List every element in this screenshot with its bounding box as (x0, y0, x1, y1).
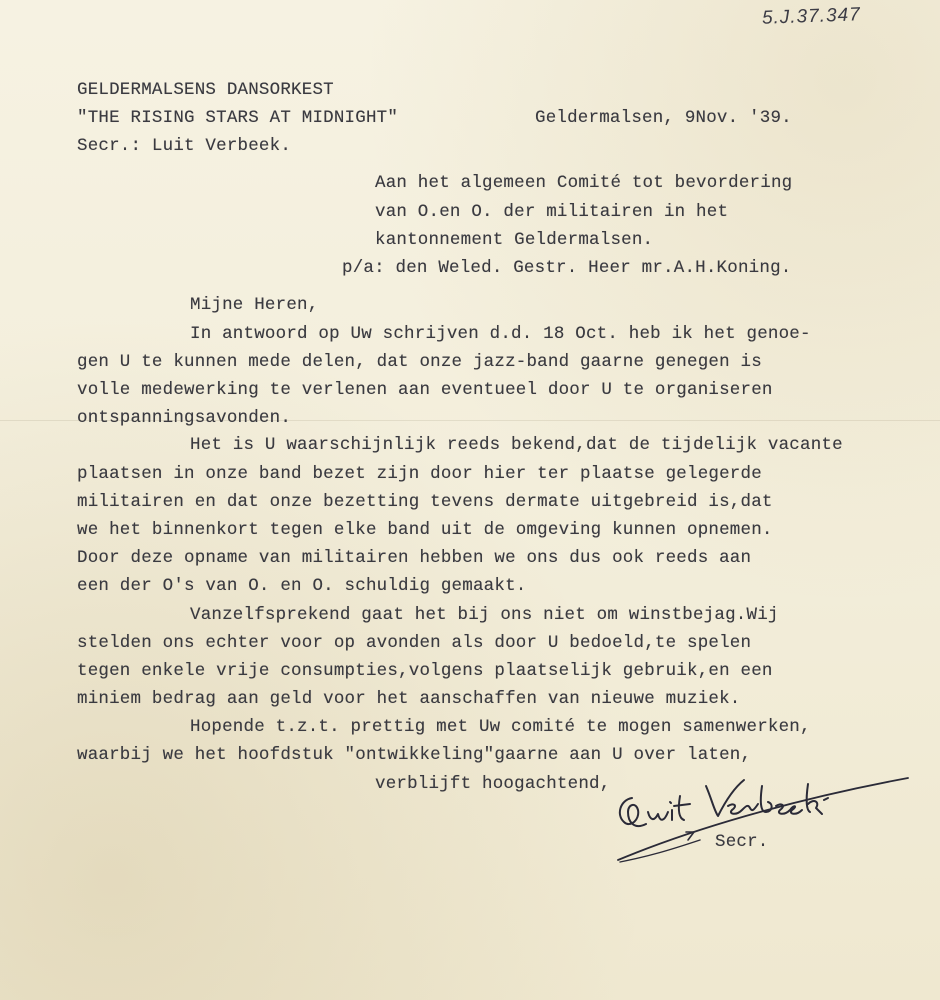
place-date: Geldermalsen, 9Nov. '39. (535, 108, 792, 128)
paragraph-4-line: waarbij we het hoofdstuk "ontwikkeling"gaarne aan U over laten, (77, 745, 752, 765)
paragraph-2-line: plaatsen in onze band bezet zijn door hier ter plaatse gelegerde (77, 464, 762, 484)
paragraph-3-line: tegen enkele vrije consumpties,volgens plaatselijk gebruik,en een (77, 661, 773, 681)
archive-number: 5.J.37.347 (761, 4, 862, 29)
recipient-line-2: van O.en O. der militairen in het (375, 202, 729, 222)
recipient-line-1: Aan het algemeen Comité tot bevordering (375, 173, 793, 193)
paragraph-1-line: volle medewerking te verlenen aan eventueel door U te organiseren (77, 380, 773, 400)
paragraph-3-line: miniem bedrag aan geld voor het aanschaffen van nieuwe muziek. (77, 689, 741, 709)
paragraph-2-line: Het is U waarschijnlijk reeds bekend,dat de tijdelijk vacante (190, 435, 843, 455)
paragraph-1-line: gen U te kunnen mede delen, dat onze jazz-band gaarne genegen is (77, 352, 762, 372)
paragraph-4-line: Hopende t.z.t. prettig met Uw comité te mogen samenwerken, (190, 717, 811, 737)
paragraph-2-line: een der O's van O. en O. schuldig gemaakt. (77, 576, 527, 596)
secretary-line: Secr.: Luit Verbeek. (77, 136, 292, 156)
paragraph-2-line: militairen en dat onze bezetting tevens dermate uitgebreid is,dat (77, 492, 773, 512)
paragraph-2-line: Door deze opname van militairen hebben we ons dus ook reeds aan (77, 548, 752, 568)
orchestra-name: GELDERMALSENS DANSORKEST (77, 80, 334, 100)
paragraph-3-line: stelden ons echter voor op avonden als door U bedoeld,te spelen (77, 633, 752, 653)
paragraph-2-line: we het binnenkort tegen elke band uit de omgeving kunnen opnemen. (77, 520, 773, 540)
recipient-line-3: kantonnement Geldermalsen. (375, 230, 654, 250)
paragraph-1-line: ontspanningsavonden. (77, 408, 292, 428)
paragraph-3-line: Vanzelfsprekend gaat het bij ons niet om winstbejag.Wij (190, 605, 779, 625)
band-name: "THE RISING STARS AT MIDNIGHT" (77, 108, 399, 128)
recipient-attention: p/a: den Weled. Gestr. Heer mr.A.H.Koning. (342, 258, 792, 278)
closing: verblijft hoogachtend, (375, 774, 611, 794)
paragraph-1-line: In antwoord op Uw schrijven d.d. 18 Oct. heb ik het genoe- (190, 324, 811, 344)
salutation: Mijne Heren, (190, 295, 319, 315)
signature-role: Secr. (715, 832, 769, 852)
